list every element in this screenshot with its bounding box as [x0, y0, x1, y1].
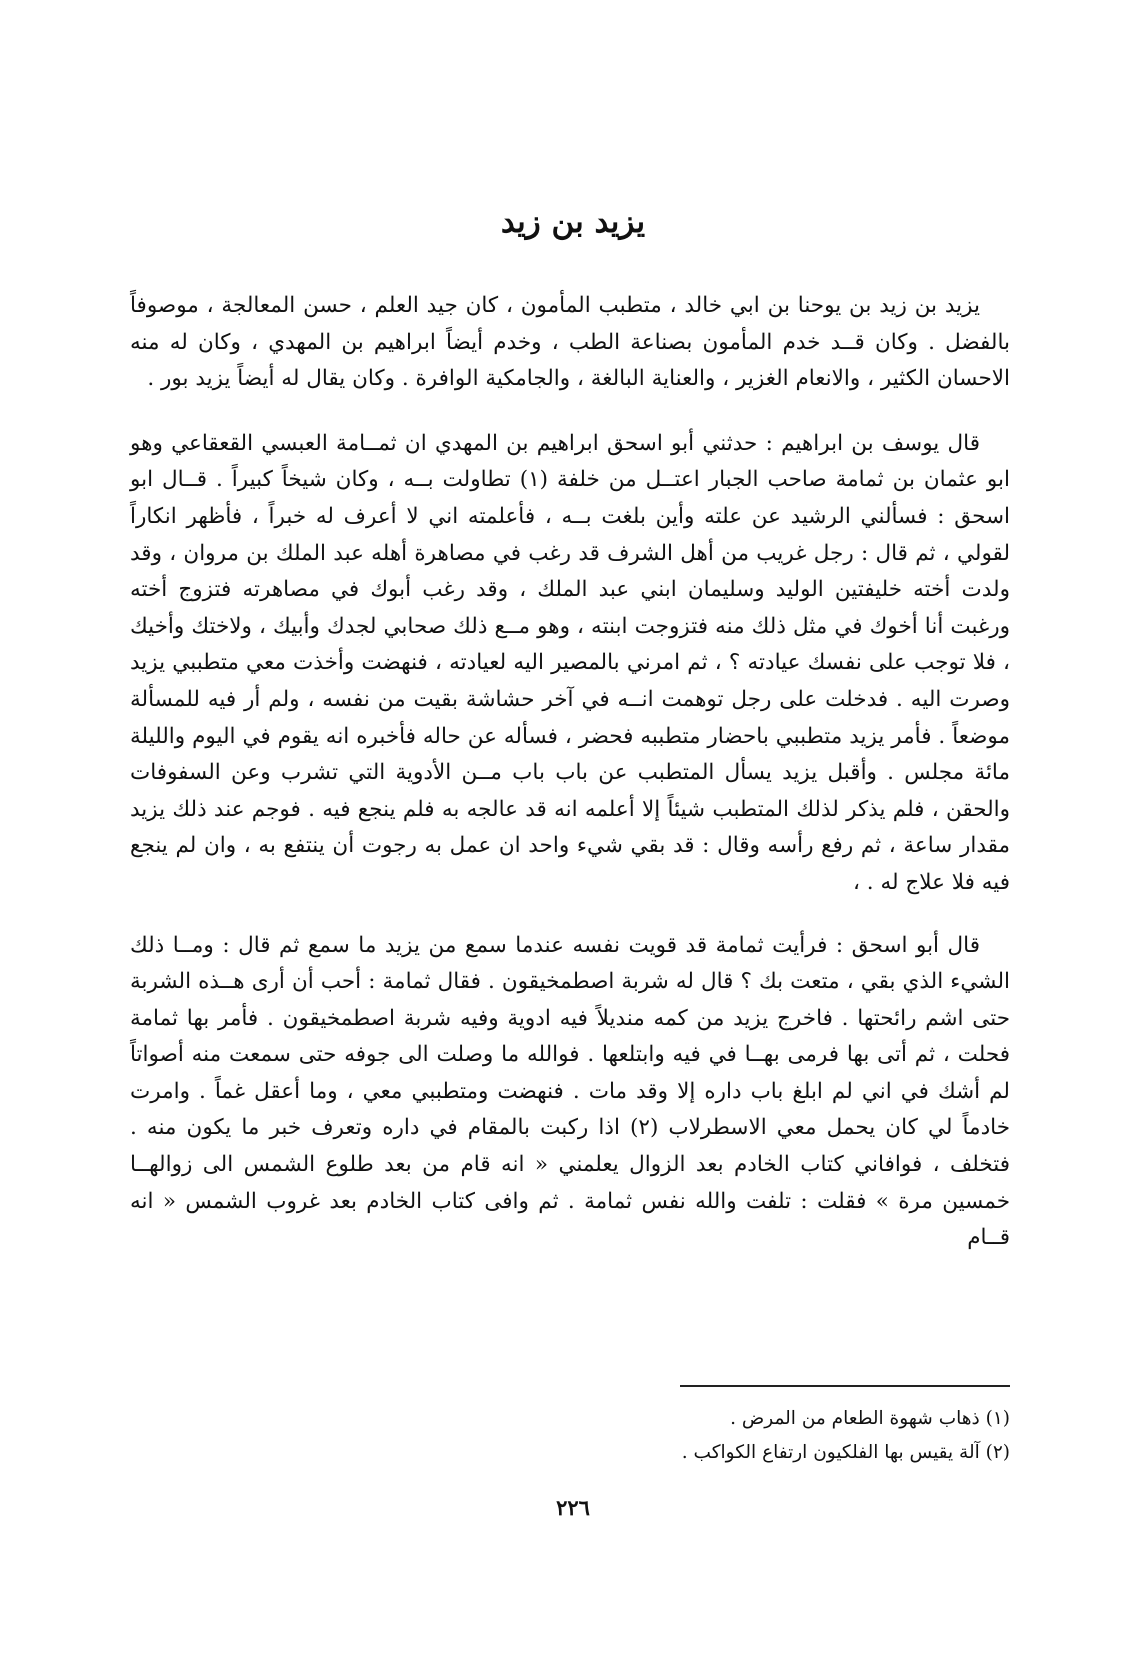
footnote-divider — [680, 1385, 1010, 1387]
paragraph-1: يزيد بن زيد بن يوحنا بن ابي خالد ، متطبب المأمون ، كان جيد العلم ، حسن المعالجة ، موصوفاً بالفضل . وكان قــد خدم المأمون بصناعة الطب ، وخدم أيضاً ابراهيم بن المهدي ، وكان له منه الاحسان الكثير ، والانعام الغزير ، والعناية البالغة ، والجامكية الوافرة . وكان يقال له أيضاً يزيد بور . — [130, 293, 1010, 392]
footnote-1: (١) ذهاب شهوة الطعام من المرض . — [730, 1408, 1010, 1429]
footnote-2: (٢) آلة يقيس بها الفلكيون ارتفاع الكواكب . — [681, 1442, 1010, 1463]
paragraph-3: قال أبو اسحق : فرأيت ثمامة قد قويت نفسه عندما سمع من يزيد ما سمع ثم قال : ومــا ذلك الشيء الذي بقي ، متعت بك ؟ قال له شربة اصطمخيقون . فقال ثمامة : أحب أن أرى هــذه الشربة حتى اشم رائحتها . فاخرج يزيد من كمه منديلاً فيه ادوية وفيه شربة اصطمخيقون . فأمر بها ثمامة فحلت ، ثم أتى بها فرمى بهــا في فيه وابتلعها . فوالله ما وصلت الى جوفه حتى سمعت منه أصواتاً لم أشك في اني لم ابلغ باب داره إلا وقد مات . فنهضت ومتطببي معي ، وما أعقل غماً . وامرت خادماً لي كان يحمل معي الاسطرلاب (٢) اذا ركبت بالمقام في داره وتعرف خبر ما يكون منه . فتخلف ، فوافاني كتاب الخادم بعد الزوال يعلمني « انه قام من بعد طلوع الشمس الى زوالهــا خمسين مرة » فقلت : تلفت والله نفس ثمامة . ثم وافى كتاب الخادم بعد غروب الشمس « انه قــام — [130, 932, 1010, 1251]
paragraph-2: قال يوسف بن ابراهيم : حدثني أبو اسحق ابراهيم بن المهدي ان ثمــامة العبسي القعقاعي وهو ابو عثمان بن ثمامة صاحب الجبار اعتــل من خلفة (١) تطاولت بــه ، وكان شيخاً كبيراً . قــال ابو اسحق : فسألني الرشيد عن علته وأين بلغت بــه ، فأعلمته اني لا أعرف له خبراً ، فأظهر انكاراً لقولي ، ثم قال : رجل غريب من أهل الشرف قد رغب في مصاهرة أهله عبد الملك بن مروان ، وقد ولدت أخته خليفتين الوليد وسليمان ابني عبد الملك ، وقد رغب أبوك في مصاهرته فتزوج أخته ورغبت أنا أخوك في مثل ذلك منه فتزوجت ابنته ، وهو مــع ذلك صحابي لجدك وأبيك ، ولاختك وأخيك ، فلا توجب على نفسك عيادته ؟ ، ثم امرني بالمصير اليه لعيادته ، فنهضت وأخذت معي متطببي يزيد وصرت اليه . فدخلت على رجل توهمت انــه في آخر حشاشة بقيت من نفسه ، ولم أر فيه للمسألة موضعاً . فأمر يزيد متطببي باحضار متطببه فحضر ، فسأله عن حاله فأخبره انه يقوم في اليوم والليلة مائة مجلس . وأقبل يزيد يسأل المتطبب عن باب باب مــن الأدوية التي تشرب وعن السفوفات والحقن ، فلم يذكر لذلك المتطبب شيئاً إلا أعلمه انه قد عالجه به فلم ينجع فيه . فوجم عند ذلك يزيد مقدار ساعة ، ثم رفع رأسه وقال : قد بقي شيء واحد ان عمل به رجوت أن ينتفع به ، وان لم ينجع فيه فلا علاج له . ، — [130, 430, 1010, 895]
page-number: ٢٢٦ — [556, 1495, 590, 1520]
footnotes — [130, 1402, 1010, 1470]
chapter-title: يزيد بن زيد — [500, 204, 646, 240]
main-text — [130, 288, 1010, 1285]
